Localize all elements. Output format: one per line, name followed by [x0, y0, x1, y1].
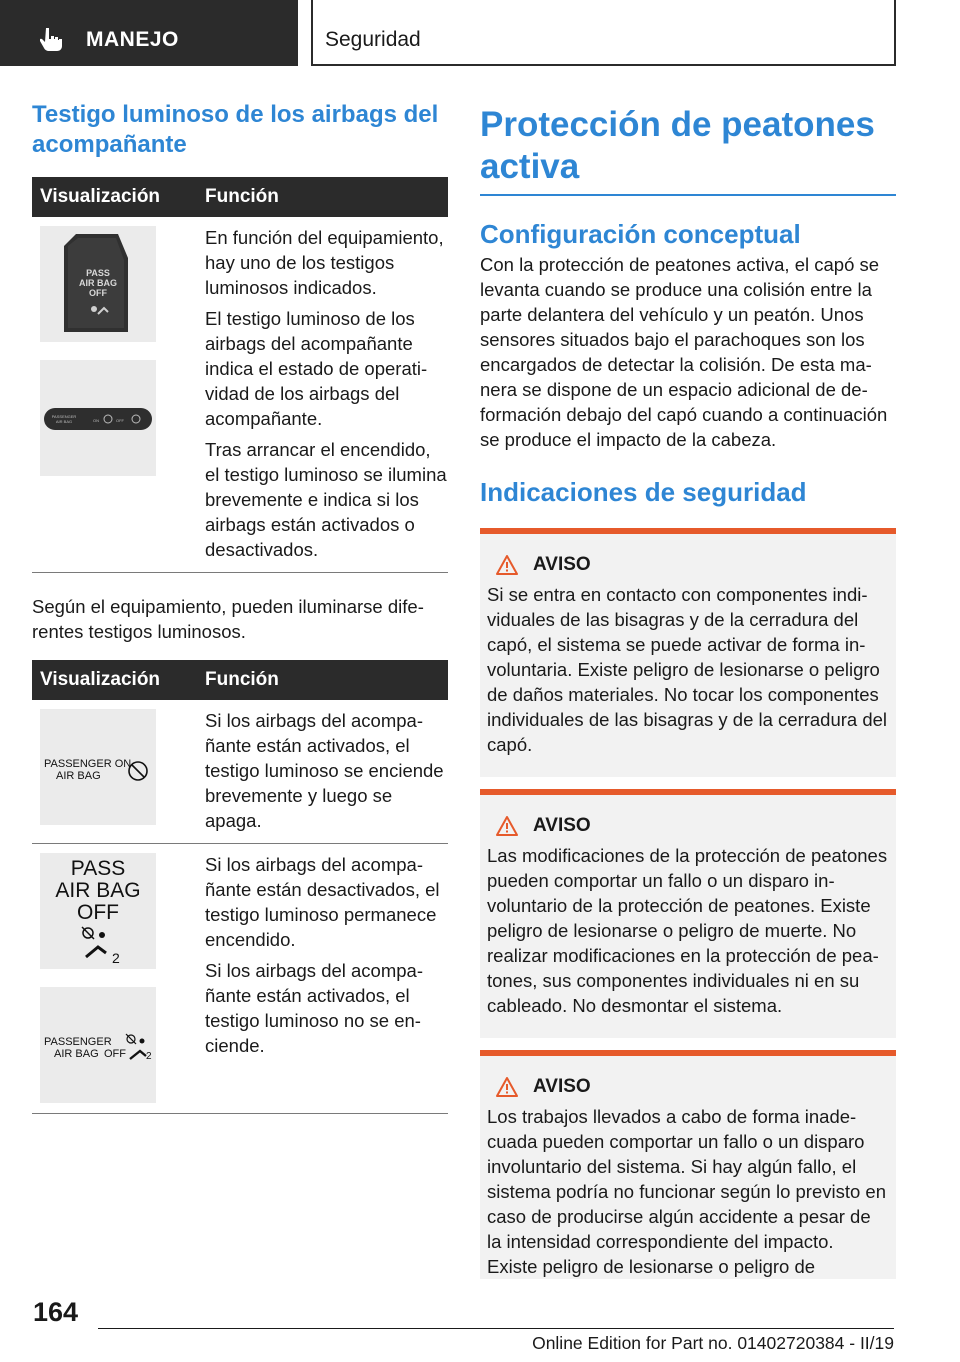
description-paragraph: Si los airbags del acompañante están desactivados, el testigo luminoso permanece encendido.: [205, 854, 440, 950]
img-text: AIR BAG: [55, 419, 73, 424]
passenger-airbag-panel-image: [40, 360, 156, 476]
indicator-images: [32, 217, 198, 572]
img-text: ON: [93, 418, 99, 423]
indicator-images: [32, 844, 198, 1113]
left-column: [32, 100, 448, 1114]
column-header-function: Función: [205, 186, 279, 207]
warning-title: [487, 815, 888, 837]
img-text: PASSENGER ON: [44, 758, 132, 770]
description-paragraph: El testigo luminoso de los airbags del acompañante indica el estado de operatividad de los airbags del acompañante.: [205, 308, 428, 429]
warning-title: [487, 554, 888, 576]
indicator-table-1: [32, 177, 448, 573]
chapter-tab[interactable]: [0, 0, 298, 66]
indicator-images: [32, 700, 198, 843]
function-description: [198, 217, 448, 572]
img-text: AIR BAG: [56, 770, 101, 782]
concept-paragraph: Con la protección de peatones activa, el capó se levanta cuando se produce una colisión entre la parte delantera del vehículo y un peatón. Unos sensores situados bajo el parachoques son los encargados de detectar la colisión. De esta manera se dispone de un espacio adicional de deformación debajo del capó cuando a continuación se produce el impacto de la cabeza.: [480, 254, 888, 450]
img-text: OFF: [104, 1048, 126, 1060]
passenger-on-airbag-image: [40, 709, 156, 825]
table-row: [32, 217, 448, 573]
section-tab[interactable]: [311, 0, 896, 66]
page-header: [0, 0, 960, 66]
warning-label: AVISO: [533, 554, 591, 575]
title-divider: [480, 194, 896, 196]
img-text: AIR BAG: [54, 1048, 99, 1060]
img-text: PASS: [70, 857, 126, 880]
equipment-paragraph: Según el equipamiento, pueden iluminarse diferentes testigos luminosos.: [32, 596, 424, 642]
page-number: 164: [33, 1297, 79, 1327]
pedestrian-protection-title: Protección de peatones activa: [480, 105, 875, 186]
column-header-display: Visualización: [40, 669, 161, 690]
warning-triangle-icon: [495, 815, 519, 837]
img-text: OFF: [89, 288, 107, 298]
img-text: PASSENGER: [51, 414, 77, 419]
warning-box: [480, 528, 896, 777]
img-text: PASSENGER: [44, 1036, 112, 1048]
warning-triangle-icon: [495, 554, 519, 576]
concept-heading: Configuración conceptual: [480, 219, 801, 249]
warning-title: [487, 1076, 888, 1098]
warning-triangle-icon: [495, 1076, 519, 1098]
column-header-function: Función: [205, 669, 279, 690]
description-paragraph: Si los airbags del acompañante están activados, el testigo luminoso no se enciende.: [205, 960, 424, 1056]
pass-airbag-off-indicator-image: [40, 853, 156, 969]
img-text: OFF: [116, 418, 124, 423]
description-paragraph: En función del equipamiento, hay uno de los testigos luminosos indicados.: [205, 227, 444, 298]
warning-label: AVISO: [533, 1076, 591, 1097]
table-header: [32, 660, 448, 700]
table-row: [32, 700, 448, 844]
warning-text: Los trabajos llevados a cabo de forma inadecuada pueden comportar un fallo o un disparo involuntario del sistema. Si hay algún fallo, el sistema podría no funcionar según lo previsto en caso de producirse algún accidente a pesar de la intensidad correspondiente del impacto. Existe peligro de lesionarse o peligro de: [487, 1106, 887, 1277]
description-paragraph: Tras arrancar el encendido, el testigo luminoso se ilumina brevemente e indica si los airbags están activados o desactivados.: [205, 439, 447, 560]
warning-text: Si se entra en contacto con componentes individuales de las bisagras y de la cerradura del capó, el sistema se puede activar de forma involuntaria. Existe peligro de lesionarse o peligro de daños materiales. No tocar los componentes individuales de las bisagras y de la cerradura del capó.: [487, 584, 888, 755]
img-text: 2: [146, 1051, 152, 1062]
img-text: AIR BAG: [79, 278, 117, 288]
img-text: OFF: [77, 901, 119, 924]
passenger-airbag-off-indicator-image: [40, 987, 156, 1103]
pass-airbag-off-button-image: [40, 226, 156, 342]
section-label: Seguridad: [325, 28, 421, 51]
right-column: [480, 100, 896, 1279]
pointing-hand-icon: [40, 26, 68, 52]
chapter-label: MANEJO: [86, 28, 179, 51]
function-description: [198, 700, 448, 843]
warning-box: [480, 1050, 896, 1279]
footer-divider: [98, 1328, 894, 1329]
function-description: [198, 844, 448, 1113]
edition-text: Online Edition for Part no. 01402720384 - II/19: [532, 1333, 894, 1353]
warning-text: Las modificaciones de la protección de peatones pueden comportar un fallo o un disparo involuntario de la protección de peatones. Existe peligro de lesionarse o peligro de muerte. No realizar modificaciones en la protección de peatones, sus componentes individuales ni en su cableado. No desmontar el sistema.: [487, 845, 888, 1016]
img-text: PASS: [86, 268, 110, 278]
airbag-indicator-heading: Testigo luminoso de los airbags del acompañante: [32, 101, 439, 158]
description-paragraph: Si los airbags del acompañante están activados, el testigo luminoso se enciende brevemente y luego se apaga.: [205, 710, 444, 831]
img-text: AIR BAG: [55, 879, 141, 902]
table-header: [32, 177, 448, 217]
indicator-table-2: [32, 660, 448, 1114]
warning-label: AVISO: [533, 815, 591, 836]
table-row: [32, 844, 448, 1114]
warning-box: [480, 789, 896, 1038]
column-header-display: Visualización: [40, 186, 161, 207]
safety-heading: Indicaciones de seguridad: [480, 477, 807, 507]
img-text: 2: [112, 950, 120, 966]
